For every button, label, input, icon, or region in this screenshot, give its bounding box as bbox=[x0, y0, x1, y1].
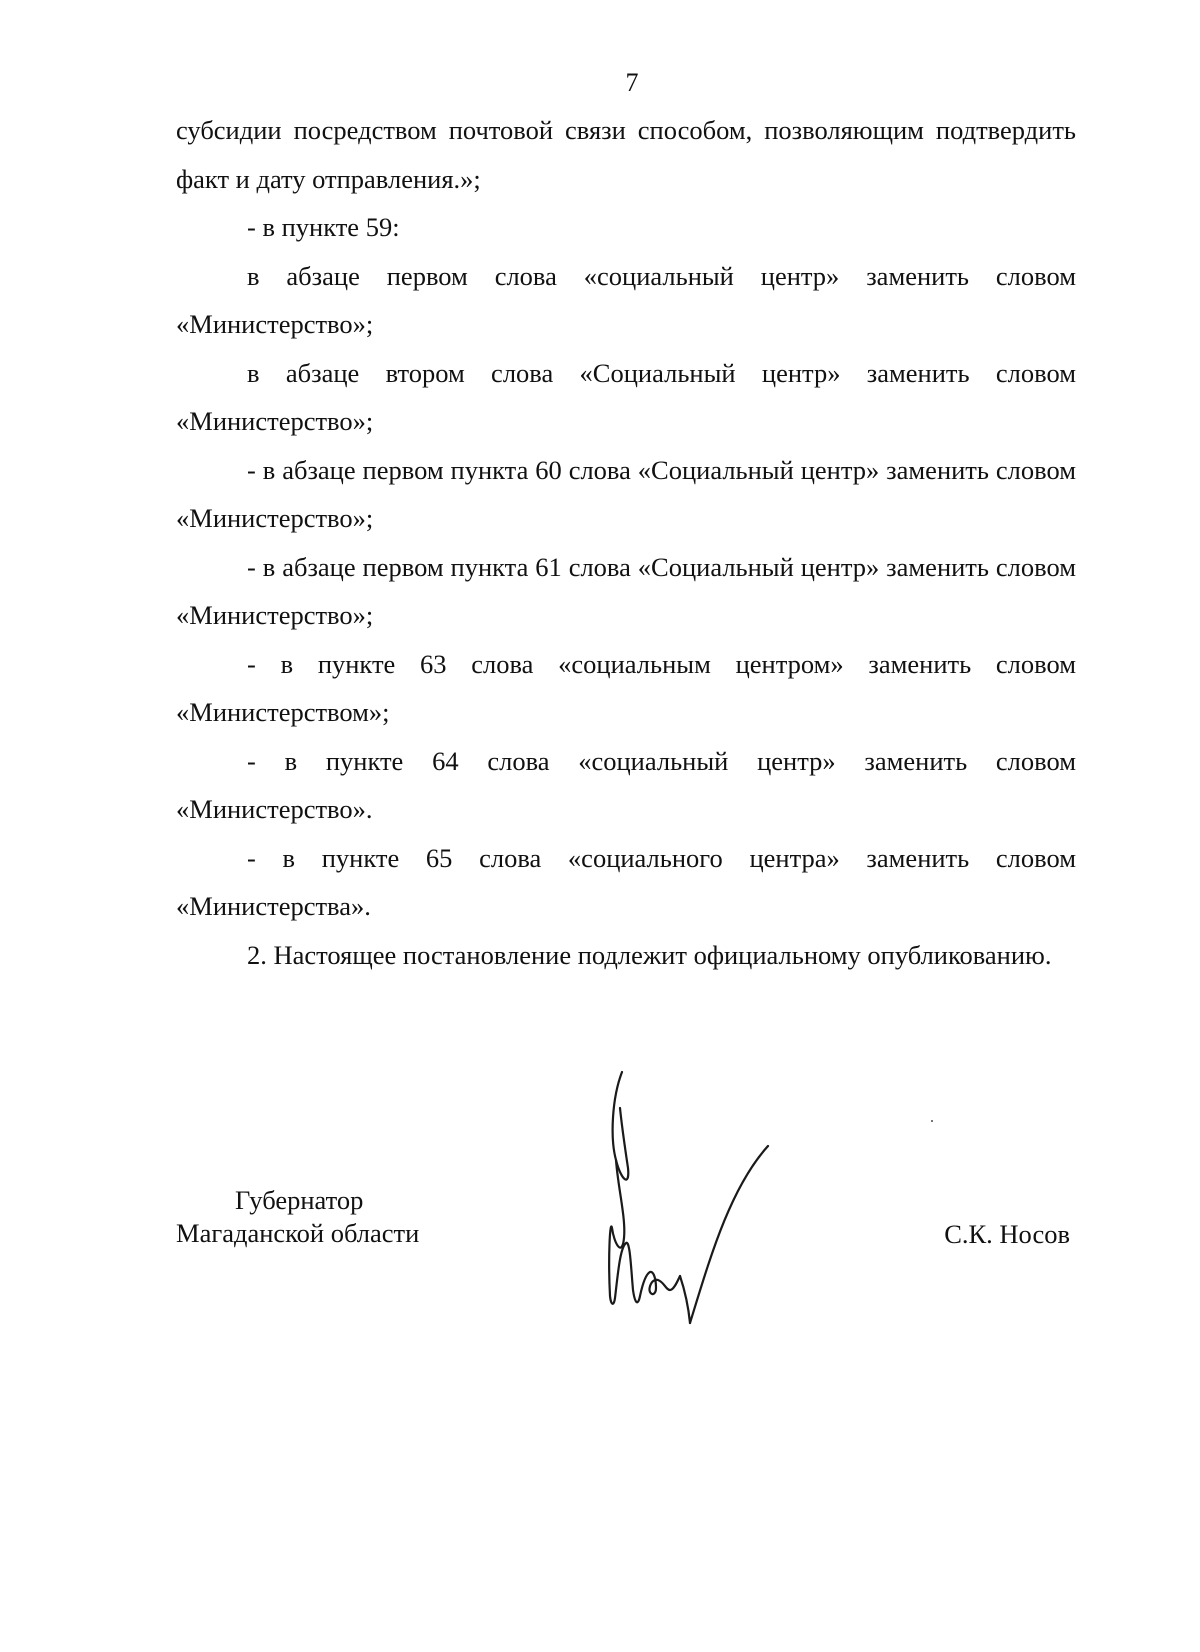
scan-speck bbox=[931, 1120, 933, 1122]
paragraph-item-64: - в пункте 64 слова «социальный центр» заменить словом «Министерство». bbox=[176, 745, 1076, 824]
document-body bbox=[176, 106, 1076, 979]
paragraph-continuation: субсидии посредством почтовой связи способом, позволяющим подтвердить факт и дату отправления.»; bbox=[176, 115, 1076, 194]
signatory-title-line1: Губернатор bbox=[235, 1185, 364, 1215]
page-number: 7 bbox=[625, 68, 639, 97]
paragraph-item-59: - в пункте 59: bbox=[247, 212, 400, 242]
handwritten-signature bbox=[600, 1068, 820, 1333]
paragraph-publication: 2. Настоящее постановление подлежит официальному опубликованию. bbox=[247, 939, 1052, 970]
signatory-title bbox=[176, 1184, 419, 1250]
signatory-name: С.К. Носов bbox=[944, 1219, 1070, 1249]
paragraph-item-63: - в пункте 63 слова «социальным центром» заменить словом «Министерством»; bbox=[176, 648, 1076, 727]
paragraph-item-60: - в абзаце первом пункта 60 слова «Социальный центр» заменить словом «Министерство»; bbox=[176, 454, 1076, 533]
paragraph-item-61: - в абзаце первом пункта 61 слова «Социальный центр» заменить словом «Министерство»; bbox=[176, 551, 1076, 630]
paragraph-abzac-1: в абзаце первом слова «социальный центр» заменить словом «Министерство»; bbox=[176, 260, 1076, 339]
paragraph-abzac-2: в абзаце втором слова «Социальный центр» заменить словом «Министерство»; bbox=[176, 357, 1076, 436]
paragraph-item-65: - в пункте 65 слова «социального центра» заменить словом «Министерства». bbox=[176, 842, 1076, 921]
signatory-title-line2: Магаданской области bbox=[176, 1218, 420, 1248]
